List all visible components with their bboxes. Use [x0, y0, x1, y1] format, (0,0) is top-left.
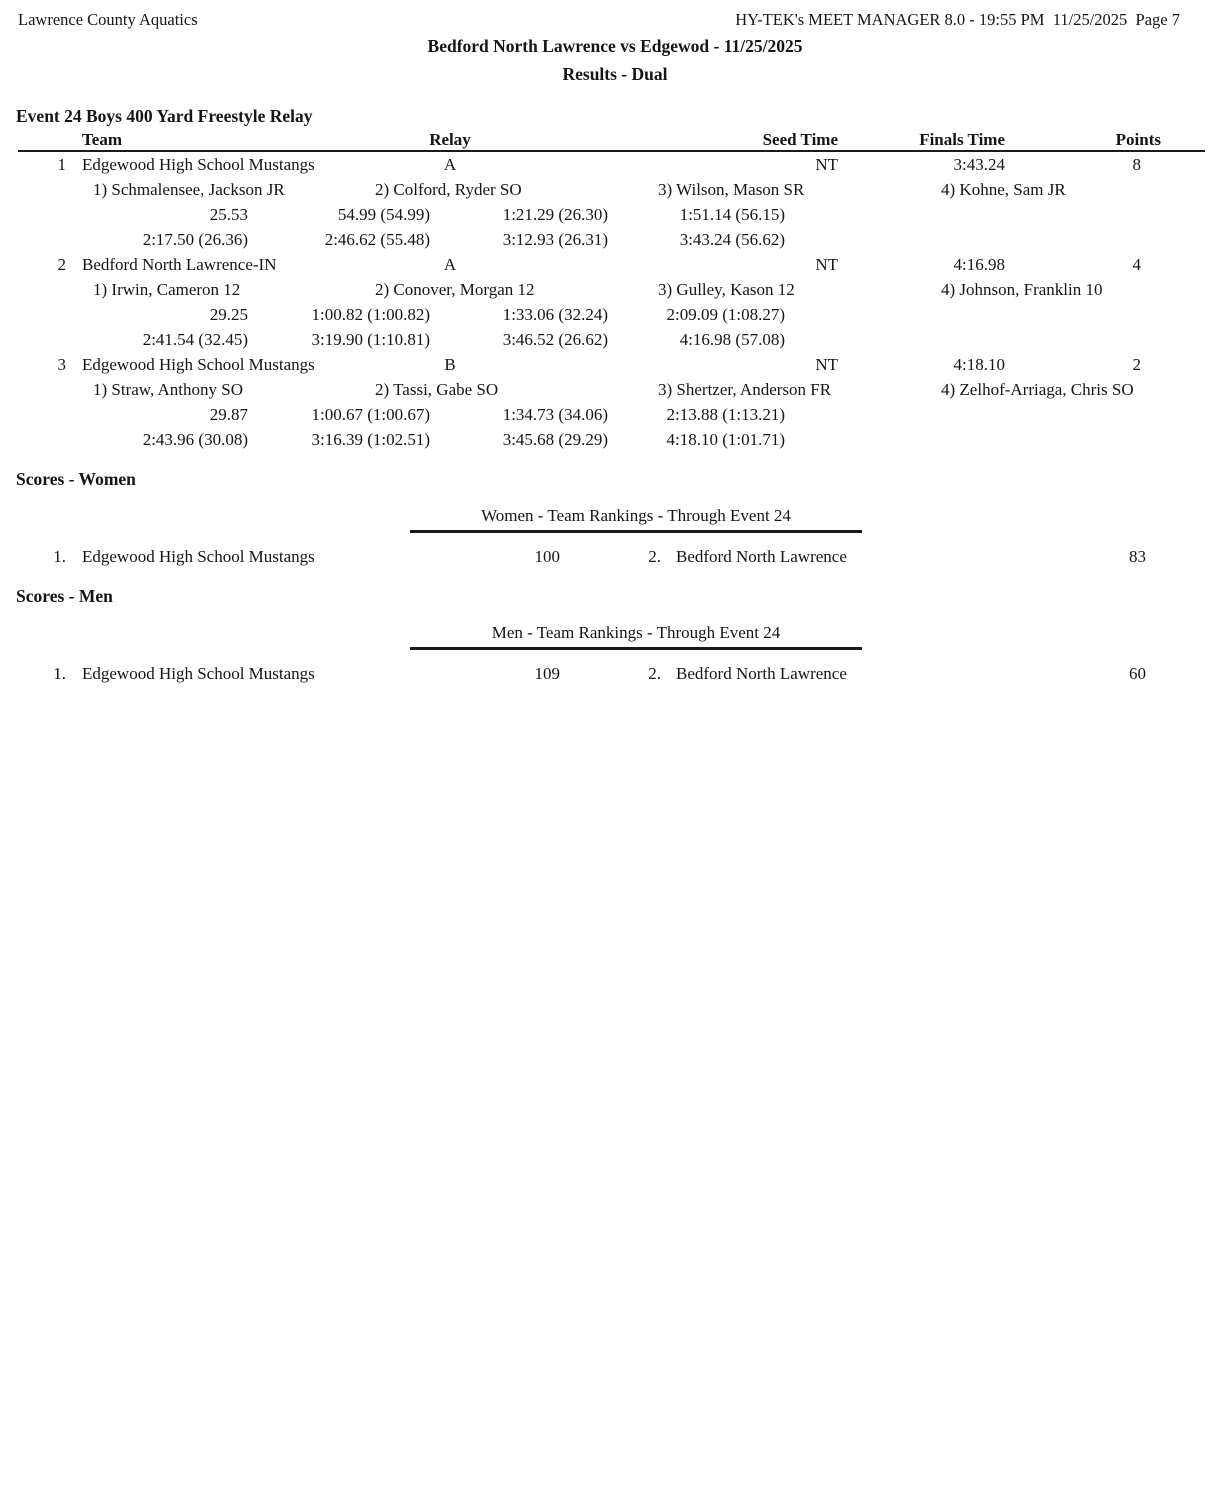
place-value: 3 — [57, 355, 66, 374]
men-rankings-row — [18, 661, 1230, 686]
swimmer-name: 2) Conover, Morgan 12 — [375, 280, 535, 299]
relay-result-block — [18, 352, 1205, 452]
table-row — [18, 152, 1205, 177]
finals-time-value: 4:16.98 — [953, 255, 1005, 274]
relay-swimmers-row — [18, 177, 1205, 202]
report-header — [0, 9, 1230, 30]
relay-letter: B — [444, 355, 456, 374]
meet-title: Bedford North Lawrence vs Edgewod - 11/25/2025 — [427, 36, 803, 56]
relay-result-block — [18, 252, 1205, 352]
points-value: 2 — [1132, 355, 1141, 374]
split-time: 3:45.68 (29.29) — [502, 430, 608, 449]
splits-row — [18, 327, 1205, 352]
split-time: 2:43.96 (30.08) — [142, 430, 248, 449]
event-results-table — [18, 130, 1205, 452]
team-name: Bedford North Lawrence — [676, 664, 847, 683]
split-time: 1:00.82 (1:00.82) — [311, 305, 430, 324]
relay-result-block — [18, 152, 1205, 252]
relay-letter: A — [443, 155, 457, 174]
generator-info: HY-TEK's MEET MANAGER 8.0 - 19:55 PM 11/25/2025 Page 7 — [735, 10, 1180, 29]
split-time: 25.53 — [209, 205, 248, 224]
scores-women-section — [0, 467, 1230, 569]
split-time: 1:51.14 (56.15) — [679, 205, 785, 224]
splits-row — [18, 202, 1205, 227]
column-header-place — [18, 130, 66, 149]
team-score: 100 — [534, 547, 560, 566]
column-header-seed-time: Seed Time — [762, 130, 838, 149]
table-row — [18, 252, 1205, 277]
split-time: 3:19.90 (1:10.81) — [311, 330, 430, 349]
team-name: Bedford North Lawrence — [676, 547, 847, 566]
split-time: 1:00.67 (1:00.67) — [311, 405, 430, 424]
swimmer-name: 3) Shertzer, Anderson FR — [658, 380, 832, 399]
team-name: Bedford North Lawrence-IN — [82, 255, 277, 274]
swimmer-name: 1) Straw, Anthony SO — [93, 380, 244, 399]
split-time: 3:46.52 (26.62) — [502, 330, 608, 349]
split-time: 3:43.24 (56.62) — [679, 230, 785, 249]
relay-letter: A — [443, 255, 457, 274]
swimmer-name: 4) Johnson, Franklin 10 — [941, 280, 1103, 299]
split-time: 1:21.29 (26.30) — [502, 205, 608, 224]
points-value: 4 — [1132, 255, 1141, 274]
rank-label: 2. — [648, 547, 661, 566]
split-time: 2:09.09 (1:08.27) — [666, 305, 785, 324]
seed-time-value: NT — [815, 155, 838, 174]
swimmer-name: 2) Tassi, Gabe SO — [375, 380, 499, 399]
place-value: 1 — [57, 155, 66, 174]
scores-men-section — [0, 584, 1230, 686]
table-row — [18, 352, 1205, 377]
splits-row — [18, 402, 1205, 427]
men-rankings-title: Men - Team Rankings - Through Event 24 — [410, 622, 862, 650]
split-time: 2:17.50 (26.36) — [142, 230, 248, 249]
column-header-relay: Relay — [429, 130, 471, 149]
split-time: 4:18.10 (1:01.71) — [666, 430, 785, 449]
rank-label: 1. — [53, 547, 66, 566]
splits-row — [18, 302, 1205, 327]
women-rankings-row — [18, 544, 1230, 569]
swimmer-name: 4) Kohne, Sam JR — [941, 180, 1066, 199]
column-header-team: Team — [82, 130, 122, 149]
column-header-finals-time: Finals Time — [919, 130, 1005, 149]
split-time: 3:12.93 (26.31) — [502, 230, 608, 249]
points-value: 8 — [1132, 155, 1141, 174]
event-section — [0, 105, 1230, 452]
team-score: 109 — [534, 664, 560, 683]
swimmer-name: 3) Wilson, Mason SR — [658, 180, 805, 199]
seed-time-value: NT — [815, 355, 838, 374]
relay-swimmers-row — [18, 277, 1205, 302]
swimmer-name: 1) Schmalensee, Jackson JR — [93, 180, 285, 199]
event-title: Event 24 Boys 400 Yard Freestyle Relay — [16, 106, 313, 126]
scores-women-heading: Scores - Women — [16, 469, 136, 489]
split-time: 54.99 (54.99) — [337, 205, 430, 224]
report-type: Results - Dual — [562, 64, 668, 84]
split-time: 29.25 — [209, 305, 248, 324]
split-time: 29.87 — [209, 405, 248, 424]
swimmer-name: 4) Zelhof-Arriaga, Chris SO — [941, 380, 1134, 399]
splits-row — [18, 427, 1205, 452]
swimmer-name: 1) Irwin, Cameron 12 — [93, 280, 241, 299]
table-column-headers — [18, 130, 1205, 152]
split-time: 1:34.73 (34.06) — [502, 405, 608, 424]
women-rankings-title: Women - Team Rankings - Through Event 24 — [410, 505, 862, 533]
team-score: 83 — [1129, 547, 1146, 566]
relay-swimmers-row — [18, 377, 1205, 402]
scores-men-heading: Scores - Men — [16, 586, 113, 606]
seed-time-value: NT — [815, 255, 838, 274]
finals-time-value: 4:18.10 — [953, 355, 1005, 374]
finals-time-value: 3:43.24 — [953, 155, 1005, 174]
split-time: 1:33.06 (32.24) — [502, 305, 608, 324]
swimmer-name: 2) Colford, Ryder SO — [375, 180, 522, 199]
place-value: 2 — [57, 255, 66, 274]
swimmer-name: 3) Gulley, Kason 12 — [658, 280, 795, 299]
team-name: Edgewood High School Mustangs — [82, 355, 315, 374]
splits-row — [18, 227, 1205, 252]
team-name: Edgewood High School Mustangs — [82, 155, 315, 174]
team-name: Edgewood High School Mustangs — [82, 547, 315, 566]
rank-label: 1. — [53, 664, 66, 683]
facility-name: Lawrence County Aquatics — [18, 10, 198, 29]
split-time: 2:41.54 (32.45) — [142, 330, 248, 349]
split-time: 2:13.88 (1:13.21) — [666, 405, 785, 424]
split-time: 2:46.62 (55.48) — [324, 230, 430, 249]
rank-label: 2. — [648, 664, 661, 683]
column-header-points: Points — [1115, 130, 1161, 149]
split-time: 4:16.98 (57.08) — [679, 330, 785, 349]
team-score: 60 — [1129, 664, 1146, 683]
team-name: Edgewood High School Mustangs — [82, 664, 315, 683]
split-time: 3:16.39 (1:02.51) — [311, 430, 430, 449]
